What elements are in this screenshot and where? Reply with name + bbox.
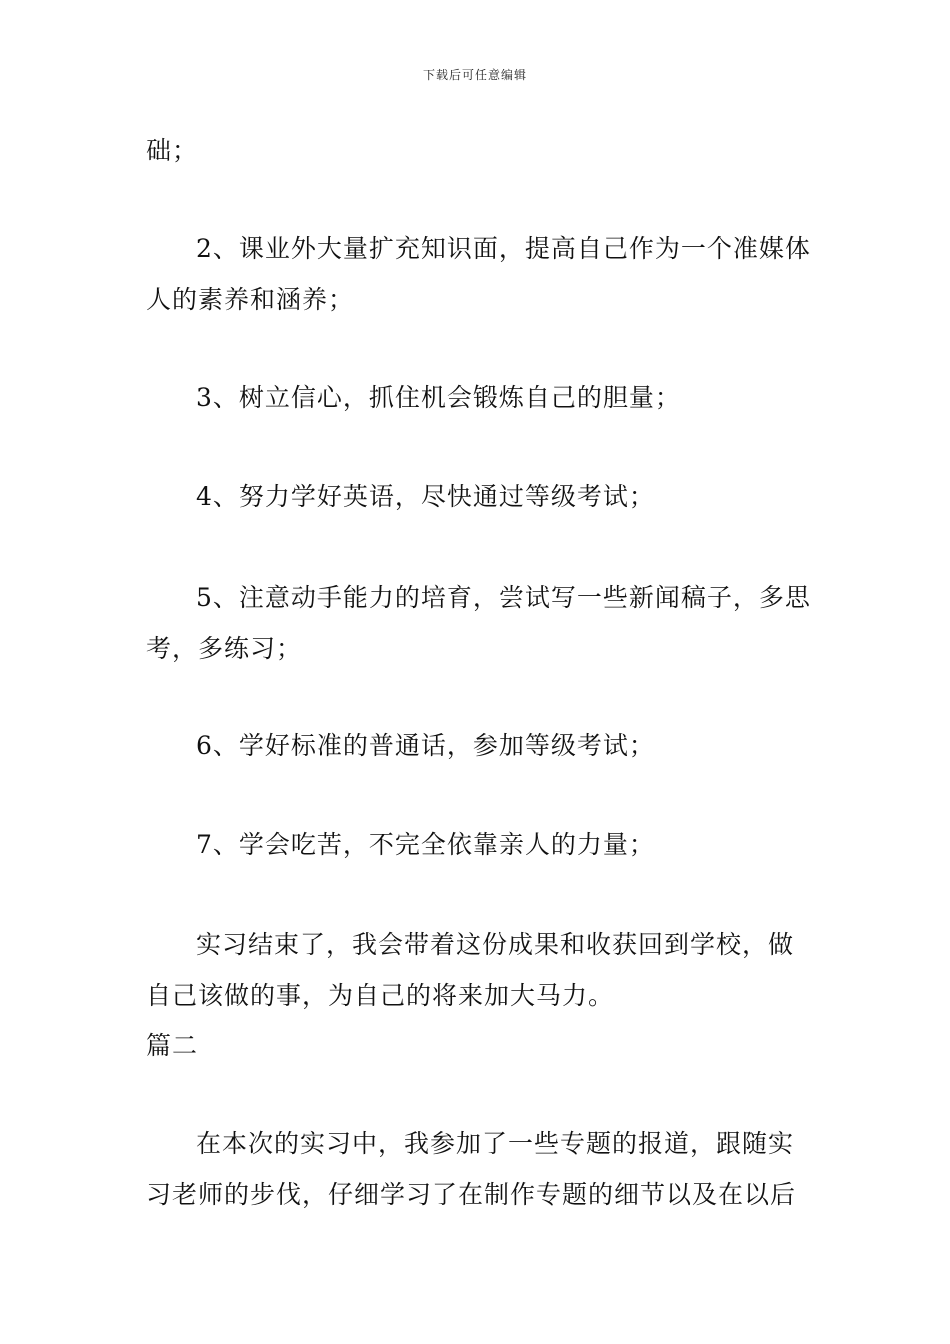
list-item-7: 7、学会吃苦，不完全依靠亲人的力量； bbox=[196, 830, 655, 859]
list-item-5-line-2: 考，多练习； bbox=[146, 634, 303, 663]
list-item-5-line-1: 5、注意动手能力的培育，尝试写一些新闻稿子，多思 bbox=[196, 583, 811, 612]
list-item-6: 6、学好标准的普通话，参加等级考试； bbox=[196, 731, 655, 760]
list-item-2-line-2: 人的素养和涵养； bbox=[146, 285, 355, 314]
paragraph-line-1: 在本次的实习中，我参加了一些专题的报道，跟随实 bbox=[196, 1129, 795, 1158]
section-heading: 篇二 bbox=[146, 1031, 199, 1060]
conclusion-line-2: 自己该做的事，为自己的将来加大马力。 bbox=[146, 981, 615, 1010]
page-header: 下载后可任意编辑 bbox=[422, 68, 527, 82]
paragraph-line-2: 习老师的步伐，仔细学习了在制作专题的细节以及在以后 bbox=[146, 1180, 797, 1209]
list-item-4: 4、努力学好英语，尽快通过等级考试； bbox=[196, 482, 655, 511]
list-item-2-line-1: 2、课业外大量扩充知识面，提高自己作为一个准媒体 bbox=[196, 234, 811, 263]
conclusion-line-1: 实习结束了，我会带着这份成果和收获回到学校，做 bbox=[196, 930, 795, 959]
list-item-3: 3、树立信心，抓住机会锻炼自己的胆量； bbox=[196, 383, 681, 412]
text-line-continuation: 础； bbox=[146, 136, 199, 165]
